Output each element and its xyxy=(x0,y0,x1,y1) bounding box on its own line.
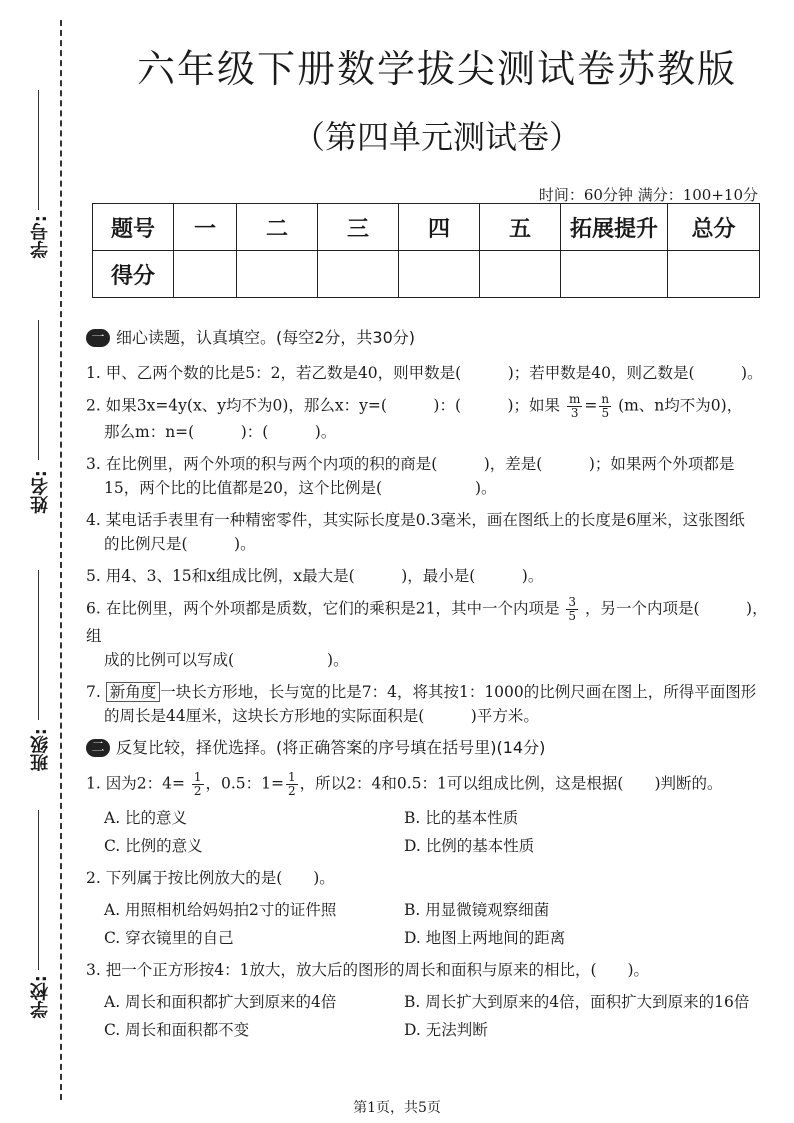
question-text: 3. 在比例里，两个外项的积与两个内项的积的商是( )，差是( )；如果两个外项都是 xyxy=(86,455,735,474)
score-cell: 一 xyxy=(174,204,237,251)
student-id-field[interactable] xyxy=(18,90,58,270)
question-2-1-options xyxy=(86,806,774,858)
question-text-line xyxy=(86,680,774,704)
option-a[interactable]: A. 周长和面积都扩大到原来的4倍 xyxy=(104,992,337,1011)
fraction-numerator: 1 xyxy=(193,769,202,784)
binding-dashed-line xyxy=(60,20,62,1100)
question-text-line xyxy=(86,393,774,420)
section-2-heading xyxy=(86,736,774,761)
student-id-underline xyxy=(38,90,39,210)
question-number: 7. xyxy=(86,682,106,701)
score-input-cell[interactable] xyxy=(668,251,760,298)
fraction-3-over-5 xyxy=(566,596,578,623)
option-c[interactable]: C. 比例的意义 xyxy=(104,836,203,855)
name-underline xyxy=(38,320,39,460)
binding-margin xyxy=(0,0,70,1123)
option-b[interactable]: B. 比的基本性质 xyxy=(404,808,519,827)
section-1-heading xyxy=(86,326,774,351)
question-text-line xyxy=(86,771,774,798)
question-1-6 xyxy=(86,596,774,671)
fraction-m-over-3 xyxy=(567,393,582,420)
class-field[interactable] xyxy=(18,570,58,780)
option-b[interactable]: B. 周长扩大到原来的4倍，面积扩大到原来的16倍 xyxy=(404,992,750,1011)
question-text: 成的比例可以写成( )。 xyxy=(104,650,349,669)
score-cell: 题号 xyxy=(93,204,174,251)
question-2-2-options xyxy=(86,898,774,950)
question-text: 4. 某电话手表里有一种精密零件，其实际长度是0.3毫米，画在图纸上的长度是6厘米，这张图纸 xyxy=(86,511,745,530)
question-1-7 xyxy=(86,680,774,728)
section-2-title: 反复比较，择优选择。(将正确答案的序号填在括号里)(14分) xyxy=(116,737,546,757)
question-1-4 xyxy=(86,508,774,556)
fraction-numerator: n xyxy=(601,391,610,406)
class-underline xyxy=(38,570,39,720)
fraction-denominator: 5 xyxy=(568,609,577,624)
section-2-number: 二 xyxy=(86,739,110,757)
fraction-denominator: 2 xyxy=(193,783,202,798)
question-2-3-options xyxy=(86,990,774,1042)
question-1-3 xyxy=(86,452,774,500)
question-2-3 xyxy=(86,958,774,982)
question-text: 那么m：n=( )：( )。 xyxy=(104,423,337,442)
school-label: 学校: xyxy=(30,975,51,1019)
score-cell: 拓展提升 xyxy=(561,204,668,251)
question-text: ，0.5：1= xyxy=(205,774,285,793)
page-footer: 第1页，共5页 xyxy=(353,1100,441,1116)
time-score-info: 时间：60分钟 满分：100+10分 xyxy=(538,186,758,204)
option-c[interactable]: C. 穿衣镜里的自己 xyxy=(104,928,234,947)
question-text: ，所以2：4和0.5：1可以组成比例，这是根据( )判断的。 xyxy=(299,774,723,793)
score-table-score-row xyxy=(93,251,760,298)
option-d[interactable]: D. 无法判断 xyxy=(404,1021,488,1039)
fraction-denominator: 3 xyxy=(570,406,579,420)
fraction-1-over-2 xyxy=(286,771,298,798)
section-1-title: 细心读题，认真填空。(每空2分，共30分) xyxy=(116,328,416,347)
question-text: 5. 用4、3、15和x组成比例，x最大是( )，最小是( )。 xyxy=(86,567,544,586)
name-field[interactable] xyxy=(18,320,58,520)
score-input-cell[interactable] xyxy=(237,251,318,298)
page-subtitle: （第四单元测试卷） xyxy=(292,118,581,156)
score-cell: 二 xyxy=(237,204,318,251)
school-underline xyxy=(38,810,39,970)
fraction-denominator: 2 xyxy=(288,783,296,798)
fraction-numerator: 3 xyxy=(568,595,577,610)
score-input-cell[interactable] xyxy=(318,251,399,298)
question-content xyxy=(86,320,774,1050)
question-text: 的比例尺是( )。 xyxy=(104,535,256,554)
option-c[interactable]: C. 周长和面积都不变 xyxy=(104,1021,250,1039)
fraction-numerator: m xyxy=(569,391,581,406)
question-text: ，另一个内项是( )，组 xyxy=(86,599,768,645)
question-text: 1. 因为2：4= xyxy=(86,774,185,793)
question-text: 15，两个比的比值都是20，这个比例是( )。 xyxy=(104,479,497,498)
new-angle-tag: 新角度 xyxy=(106,682,161,702)
fraction-denominator: 5 xyxy=(601,406,610,420)
score-input-cell[interactable] xyxy=(174,251,237,298)
score-cell: 四 xyxy=(399,204,480,251)
equals-sign: = xyxy=(584,396,598,415)
score-table-header-row xyxy=(93,204,760,251)
fraction-n-over-5 xyxy=(599,393,611,420)
score-table xyxy=(92,203,760,298)
question-2-1 xyxy=(86,771,774,798)
question-text: 2. 下列属于按比例放大的是( )。 xyxy=(86,868,335,887)
student-id-label: 学号: xyxy=(30,215,51,259)
option-a[interactable]: A. 比的意义 xyxy=(104,808,188,827)
score-cell: 五 xyxy=(480,204,561,251)
school-field[interactable] xyxy=(18,810,58,1030)
section-1-number: 一 xyxy=(86,329,110,347)
question-text: 的周长是44厘米，这块长方形地的实际面积是( )平方米。 xyxy=(104,706,539,725)
score-cell: 三 xyxy=(318,204,399,251)
option-b[interactable]: B. 用显微镜观察细菌 xyxy=(404,900,550,919)
score-row-label: 得分 xyxy=(93,251,174,298)
question-text: 一块长方形地，长与宽的比是7：4，将其按1：1000的比例尺画在图上，所得平面图形 xyxy=(160,682,757,701)
page-title: 六年级下册数学拔尖测试卷苏教版 xyxy=(136,47,737,91)
score-input-cell[interactable] xyxy=(399,251,480,298)
question-text: 3. 把一个正方形按4：1放大，放大后的图形的周长和面积与原来的相比，( )。 xyxy=(86,960,650,979)
question-1-5 xyxy=(86,564,774,588)
score-input-cell[interactable] xyxy=(561,251,668,298)
question-text: 1. 甲、乙两个数的比是5：2，若乙数是40，则甲数是( )；若甲数是40，则乙数是( )。 xyxy=(86,363,763,382)
score-cell: 总分 xyxy=(668,204,760,251)
fraction-1-over-2 xyxy=(192,771,204,798)
fraction-numerator: 1 xyxy=(288,769,296,784)
option-d[interactable]: D. 比例的基本性质 xyxy=(404,836,535,855)
question-text: (m、n均不为0)， xyxy=(618,396,743,415)
option-d[interactable]: D. 地图上两地间的距离 xyxy=(404,928,566,947)
question-text-line xyxy=(86,596,774,647)
score-input-cell[interactable] xyxy=(480,251,561,298)
question-2-2 xyxy=(86,866,774,890)
class-label: 班级: xyxy=(30,728,51,772)
question-1-2 xyxy=(86,393,774,444)
question-text: 2. 如果3x=4y(x、y均不为0)，那么x：y=( )：( )；如果 xyxy=(86,396,561,415)
name-label: 姓名: xyxy=(30,470,51,514)
option-a[interactable]: A. 用照相机给妈妈拍2寸的证件照 xyxy=(104,900,337,919)
question-1-1 xyxy=(86,361,774,385)
question-text: 6. 在比例里，两个外项都是质数，它们的乘积是21，其中一个内项是 xyxy=(86,599,560,618)
